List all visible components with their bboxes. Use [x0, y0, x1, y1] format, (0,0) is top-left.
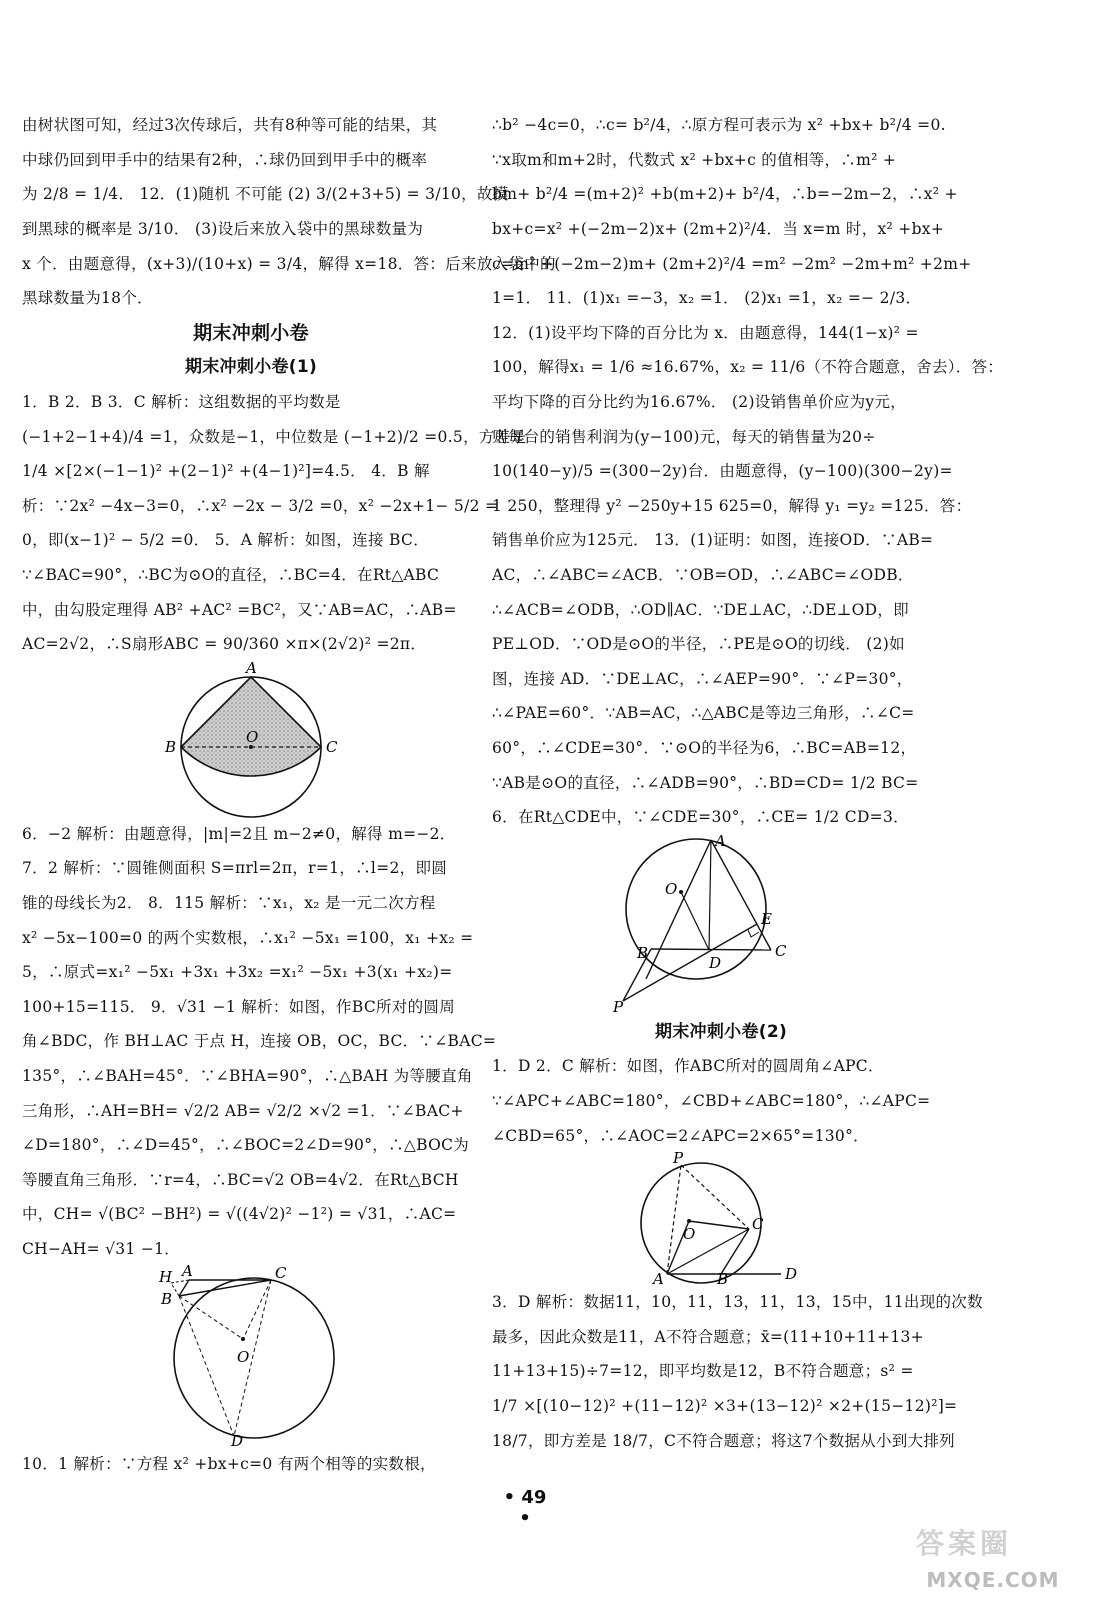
- text-line: 由树状图可知，经过3次传球后，共有8种等可能的结果，其: [22, 116, 438, 135]
- text-line: x 个．由题意得，(x+3)/(10+x) = 3/4，解得 x=18．答：后来放入袋中的: [22, 254, 556, 273]
- text-line: 100+15=115． 9．√31 −1 解析：如图，作BC所对的圆周: [22, 997, 455, 1016]
- point-label: B: [165, 737, 177, 756]
- point-label: D: [709, 954, 722, 973]
- watermark: [908, 1522, 1078, 1592]
- point-label: A: [246, 658, 257, 677]
- text-line: 0，即(x−1)² − 5/2 =0． 5．A 解析：如图，连接 BC．: [22, 531, 429, 550]
- text-line: 18/7，即方差是 18/7，C不符合题意；将这7个数据从小到大排列: [492, 1431, 955, 1450]
- text-line: 10(140−y)/5 =(300−2y)台．由题意得，(y−100)(300−2y)=: [492, 462, 953, 481]
- point-label: O: [237, 1348, 250, 1367]
- right-column: [492, 108, 1004, 1458]
- text-line: AC，∴∠ABC=∠ACB．∵OB=OD，∴∠ABC=∠ODB．: [492, 566, 914, 585]
- text-line: ∴∠ACB=∠ODB，∴OD∥AC．∵DE⊥AC，∴DE⊥OD，即: [492, 600, 909, 619]
- text-line: ∠D=180°，∴∠D=45°，∴∠BOC=2∠D=90°，∴△BOC为: [22, 1136, 470, 1155]
- left-column: [22, 108, 556, 1481]
- text-line: bm+ b²/4 =(m+2)² +b(m+2)+ b²/4，∴b=−2m−2，∴x² +: [492, 185, 958, 204]
- point-label: A: [715, 832, 726, 851]
- point-label: B: [717, 1269, 729, 1288]
- text-line: CH−AH= √31 −1．: [22, 1239, 181, 1258]
- text-line: bx+c=x² +(−2m−2)x+ (2m+2)²/4．当 x=m 时，x² +bx+: [492, 220, 945, 239]
- text-line: 12．(1)设平均下降的百分比为 x．由题意得，144(1−x)² =: [492, 323, 919, 342]
- text-line: 3．D 解析：数据11，10，11，13，11，13，15中，11出现的次数: [492, 1293, 983, 1312]
- point-label: C: [752, 1214, 764, 1233]
- subsection-title: 期末冲刺小卷(2): [654, 1021, 788, 1042]
- point-label: C: [275, 1264, 287, 1283]
- text-line: 角∠BDC，作 BH⊥AC 于点 H，连接 OB，OC，BC．∵∠BAC=: [22, 1032, 497, 1051]
- point-label: H: [159, 1268, 173, 1287]
- figure-sector-circle: [151, 658, 351, 817]
- point-label: C: [775, 942, 787, 961]
- point-label: P: [673, 1148, 684, 1167]
- text-line: 中，由勾股定理得 AB² +AC² =BC²，又∵AB=AC，∴AB=: [22, 600, 457, 619]
- text-line: 1=1． 11．(1)x₁ =−3，x₂ =1． (2)x₁ =1，x₂ =− 2/3．: [492, 289, 922, 308]
- text-line: 1．D 2．C 解析：如图，作ABC所对的圆周角∠APC．: [492, 1057, 884, 1076]
- point-label: O: [665, 880, 678, 899]
- watermark-url: MXQE.COM: [926, 1568, 1060, 1592]
- point-label: D: [785, 1264, 798, 1283]
- text-line: 6．−2 解析：由题意得，|m|=2且 m−2≠0，解得 m=−2．: [22, 824, 456, 843]
- section-title: 期末冲刺小卷: [193, 321, 309, 344]
- text-line: 7．2 解析：∵圆锥侧面积 S=πrl=2π，r=1，∴l=2，即圆: [22, 859, 448, 878]
- text-line: 为 2/8 = 1/4． 12．(1)随机 不可能 (2) 3/(2+3+5) = 3/10，故摸: [22, 185, 509, 204]
- text-line: ∵∠APC+∠ABC=180°，∠CBD+∠ABC=180°，∴∠APC=: [492, 1091, 931, 1110]
- text-line: 1/7 ×[(10−12)² +(11−12)² ×3+(13−12)² ×2+(15−12)²]=: [492, 1396, 958, 1415]
- figure-inscribed-angle: [611, 1148, 831, 1288]
- point-label: A: [653, 1269, 664, 1288]
- text-line: 图，连接 AD．∵DE⊥AC，∴∠AEP=90°．∵∠P=30°，: [492, 669, 913, 688]
- text-line: 5，∴原式=x₁² −5x₁ +3x₁ +3x₂ =x₁² −5x₁ +3(x₁ +x₂)=: [22, 963, 453, 982]
- text-line: 则每台的销售利润为(y−100)元，每天的销售量为20÷: [492, 427, 876, 446]
- text-line: AC=2√2，∴S扇形ABC = 90/360 ×π×(2√2)² =2π．: [22, 635, 427, 654]
- text-line: 等腰直角三角形．∵r=4，∴BC=√2 OB=4√2．在Rt△BCH: [22, 1170, 459, 1189]
- text-line: 三角形，∴AH=BH= √2/2 AB= √2/2 ×√2 =1．∵∠BAC+: [22, 1101, 464, 1120]
- text-line: 11+13+15)÷7=12，即平均数是12，B不符合题意；s² =: [492, 1362, 914, 1381]
- text-line: c=m² +(−2m−2)m+ (2m+2)²/4 =m² −2m² −2m+m² +2m+: [492, 254, 972, 273]
- subsection-title: 期末冲刺小卷(1): [184, 357, 318, 378]
- text-line: (−1+2−1+4)/4 =1，众数是−1，中位数是 (−1+2)/2 =0.5，方差是: [22, 427, 527, 446]
- point-label: P: [613, 998, 624, 1017]
- figure-circle-bdc: [151, 1262, 351, 1451]
- point-label: O: [683, 1224, 696, 1243]
- point-label: A: [182, 1262, 193, 1281]
- text-line: x² −5x−100=0 的两个实数根，∴x₁² −5x₁ =100，x₁ +x₂ =: [22, 928, 474, 947]
- text-line: 销售单价应为125元． 13．(1)证明：如图，连接OD．∵AB=: [492, 531, 934, 550]
- page-number: • 49 •: [503, 1487, 547, 1529]
- text-line: 析：∵2x² −4x−3=0，∴x² −2x − 3/2 =0，x² −2x+1− 5/2 =: [22, 496, 499, 515]
- text-line: 中球仍回到甲手中的结果有2种，∴球仍回到甲手中的概率: [22, 150, 428, 169]
- text-line: 最多，因此众数是11，A不符合题意；x̄=(11+10+11+13+: [492, 1327, 924, 1346]
- text-line: 1/4 ×[2×(−1−1)² +(2−1)² +(4−1)²]=4.5． 4．B 解: [22, 462, 430, 481]
- point-label: B: [637, 944, 649, 963]
- text-line: 到黑球的概率是 3/10． (3)设后来放入袋中的黑球数量为: [22, 220, 424, 239]
- text-line: PE⊥OD．∵OD是⊙O的半径，∴PE是⊙O的切线． (2)如: [492, 635, 905, 654]
- point-label: D: [231, 1432, 244, 1451]
- point-label: B: [161, 1290, 173, 1309]
- text-line: 中，CH= √(BC² −BH²) = √((4√2)² −1²) = √31，∴AC=: [22, 1205, 457, 1224]
- point-label: C: [326, 737, 338, 756]
- text-line: 1．B 2．B 3．C 解析：这组数据的平均数是: [22, 393, 341, 412]
- point-label: E: [761, 910, 772, 929]
- text-line: 锥的母线长为2． 8．115 解析：∵x₁，x₂ 是一元二次方程: [22, 893, 436, 912]
- text-line: ∴∠PAE=60°．∵AB=AC，∴△ABC是等边三角形，∴∠C=: [492, 704, 915, 723]
- text-line: ∴b² −4c=0，∴c= b²/4，∴原方程可表示为 x² +bx+ b²/4 =0.: [492, 116, 946, 135]
- text-line: 135°，∴∠BAH=45°．∵∠BHA=90°，∴△BAH 为等腰直角: [22, 1066, 473, 1085]
- text-line: ∵AB是⊙O的直径，∴∠ADB=90°，∴BD=CD= 1/2 BC=: [492, 773, 919, 792]
- text-line: 60°，∴∠CDE=30°．∵⊙O的半径为6，∴BC=AB=12，: [492, 738, 917, 757]
- text-line: 6．在Rt△CDE中，∵∠CDE=30°，∴CE= 1/2 CD=3．: [492, 808, 909, 827]
- text-line: ∵x取m和m+2时，代数式 x² +bx+c 的值相等，∴m² +: [492, 150, 897, 169]
- text-line: 10．1 解析：∵方程 x² +bx+c=0 有两个相等的实数根，: [22, 1454, 436, 1473]
- watermark-logo: 答案圈: [916, 1527, 1013, 1560]
- text-line: ∵∠BAC=90°，∴BC为⊙O的直径，∴BC=4．在Rt△ABC: [22, 566, 440, 585]
- text-line: 1 250，整理得 y² −250y+15 625=0，解得 y₁ =y₂ =125．答：: [492, 496, 972, 515]
- point-label: O: [246, 727, 259, 746]
- text-line: 黑球数量为18个．: [22, 289, 153, 308]
- figure-tangent-circle: [611, 832, 831, 1017]
- text-line: 平均下降的百分比约为16.67%． (2)设销售单价应为y元，: [492, 393, 907, 412]
- text-line: 100，解得x₁ = 1/6 ≈16.67%，x₂ = 11/6（不符合题意，舍去）．答：: [492, 358, 1004, 377]
- text-line: ∠CBD=65°，∴∠AOC=2∠APC=2×65°=130°．: [492, 1126, 869, 1145]
